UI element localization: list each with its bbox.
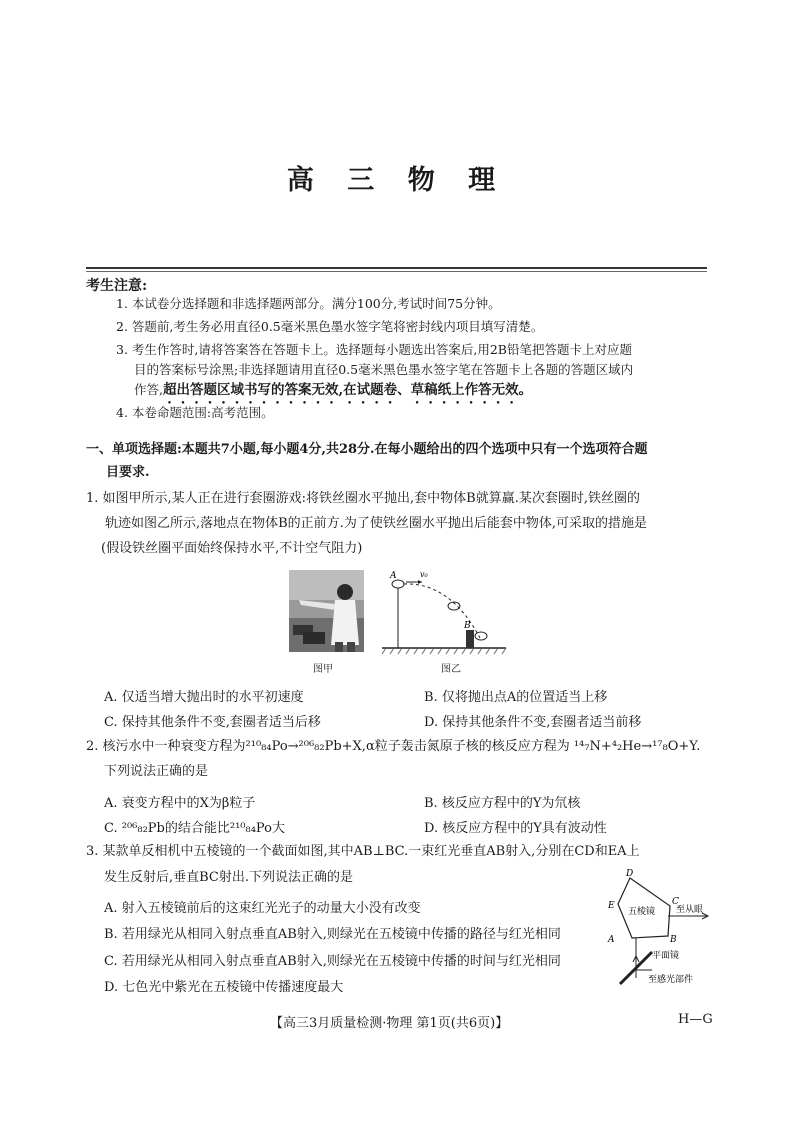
- q3-label-c: C: [672, 897, 679, 907]
- q3-option-d: D. 七色光中紫光在五棱镜中传播速度最大: [104, 980, 344, 995]
- header-rule: [86, 267, 707, 269]
- q1-figure-b-caption: 图乙: [441, 664, 461, 675]
- page-title: 高 三 物 理: [286, 165, 508, 196]
- q1-fig-b-label-b: B: [464, 621, 471, 631]
- q3-label-a: A: [608, 935, 615, 945]
- q1-option-b: B. 仅将抛出点A的位置适当上移: [424, 690, 608, 705]
- q3-pentaprism-diagram: [590, 866, 715, 996]
- q3-label-prism: 五棱镜: [628, 907, 656, 917]
- q1-stem-line2: 轨迹如图乙所示,落地点在物体B的正前方.为了使铁丝圈水平抛出后能套中物体,可采取的措施是: [105, 516, 647, 531]
- q3-label-d: D: [626, 869, 634, 879]
- q3-label-eye: 至从眼: [676, 905, 704, 915]
- q3-option-a: A. 射入五棱镜前后的这束红光光子的动量大小没有改变: [104, 901, 421, 916]
- notice-item-1: 1. 本试卷分选择题和非选择题两部分。满分100分,考试时间75分钟。: [116, 296, 501, 311]
- q1-figure-b-diagram: [380, 568, 510, 656]
- section-heading-cont: 目要求.: [106, 465, 150, 480]
- q1-figure-a-caption: 图甲: [313, 664, 333, 675]
- header-rule-thin: [86, 271, 707, 272]
- q3-label-b: B: [670, 935, 677, 945]
- section-heading: 一、单项选择题:本题共7小题,每小题4分,共28分.在每小题给出的四个选项中只有一个选项符合题: [86, 442, 648, 457]
- q2-stem-line2: 下列说法正确的是: [104, 764, 209, 779]
- q1-fig-b-label-v0: v₀: [420, 570, 428, 579]
- q2-option-a: A. 衰变方程中的X为β粒子: [104, 796, 256, 811]
- notice-item-3-cont: 目的答案标号涂黑;非选择题请用直径0.5毫米黑色墨水签字笔在答题卡上各题的答题区域内: [134, 362, 634, 377]
- notice-warning: 超出答题区域书写的答案无效,在试题卷、草稿纸上作答无效。: [162, 382, 533, 398]
- q2-option-d: D. 核反应方程中的Y具有波动性: [424, 821, 607, 836]
- page-footer: 【高三3月质量检测·物理 第1页(共6页)】: [270, 1016, 509, 1031]
- q1-option-d: D. 保持其他条件不变,套圈者适当前移: [424, 715, 642, 730]
- q1-stem-line3: (假设铁丝圈平面始终保持水平,不计空气阻力): [101, 541, 363, 556]
- q3-label-e: E: [608, 901, 615, 911]
- q2-stem-line1: 2. 核污水中一种衰变方程为²¹⁰₈₄Po→²⁰⁶₈₂Pb+X,α粒子轰击氮原子核的核反应方程为 ¹⁴₇N+⁴₂He→¹⁷₈O+Y.: [86, 739, 701, 754]
- q1-stem-line1: 1. 如图甲所示,某人正在进行套圈游戏:将铁丝圈水平抛出,套中物体B就算赢.某次套圈时,铁丝圈的: [86, 491, 640, 506]
- notice-item-2: 2. 答题前,考生务必用直径0.5毫米黑色墨水签字笔将密封线内项目填写清楚。: [116, 319, 544, 334]
- notice-item-3-end-text: 作答,: [134, 382, 163, 397]
- q1-fig-b-label-a: A: [390, 571, 397, 581]
- q3-label-sensor: 至感光部件: [648, 975, 694, 985]
- notice-heading: 考生注意:: [86, 278, 148, 294]
- q3-option-c: C. 若用绿光从相同入射点垂直AB射入,则绿光在五棱镜中传播的时间与红光相同: [104, 954, 561, 969]
- q2-option-b: B. 核反应方程中的Y为氘核: [424, 796, 581, 811]
- q3-stem-line1: 3. 某款单反相机中五棱镜的一个截面如图,其中AB⊥BC.一束红光垂直AB射入,分别在CD和EA上: [86, 844, 640, 859]
- q1-figure-a-photo: [289, 570, 364, 652]
- notice-item-4: 4. 本卷命题范围:高考范围。: [116, 405, 274, 420]
- q3-option-b: B. 若用绿光从相同入射点垂直AB射入,则绿光在五棱镜中传播的路径与红光相同: [104, 927, 561, 942]
- q1-option-a: A. 仅适当增大抛出时的水平初速度: [104, 690, 304, 705]
- paper-code: H—G: [678, 1012, 713, 1027]
- notice-item-3: 3. 考生作答时,请将答案答在答题卡上。选择题每小题选出答案后,用2B铅笔把答题卡上对应题: [116, 342, 632, 357]
- q3-label-mirror: 平面镜: [652, 951, 680, 961]
- q2-option-c: C. ²⁰⁶₈₂Pb的结合能比²¹⁰₈₄Po大: [104, 821, 285, 836]
- q1-option-c: C. 保持其他条件不变,套圈者适当后移: [104, 715, 321, 730]
- q3-stem-line2: 发生反射后,垂直BC射出.下列说法正确的是: [104, 870, 354, 885]
